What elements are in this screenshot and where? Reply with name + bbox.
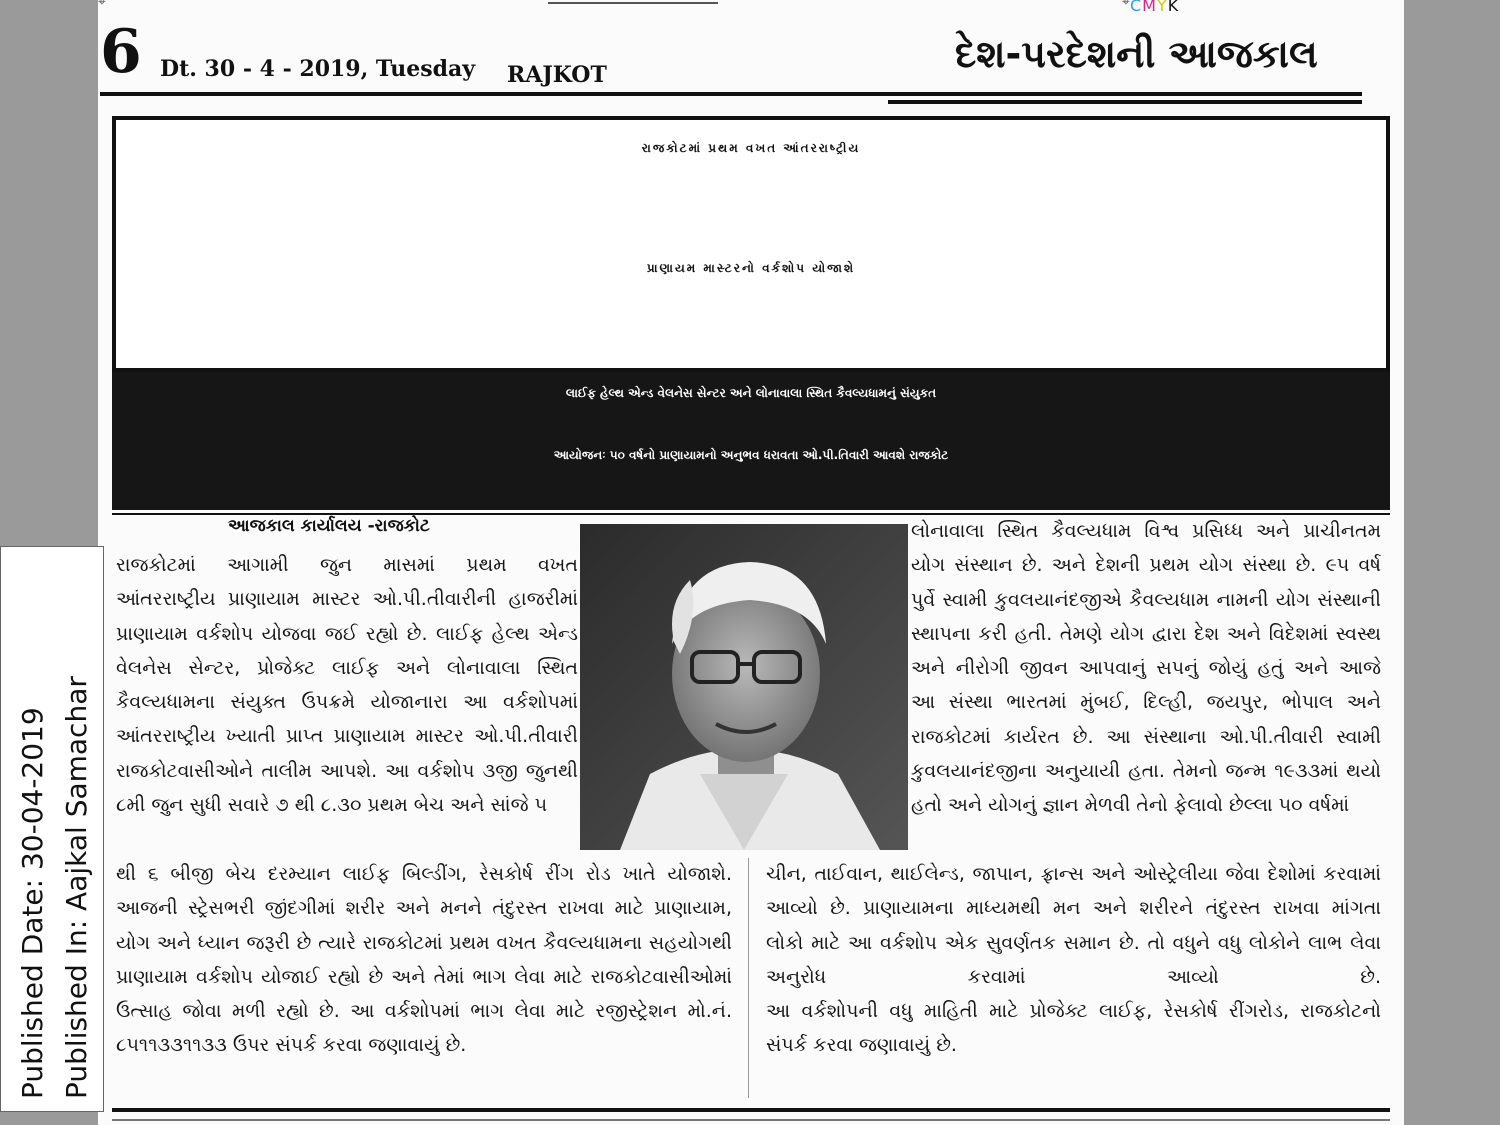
portrait-image (580, 524, 908, 850)
cmyk-c: C (1130, 0, 1143, 15)
subheadline-box (112, 372, 1390, 510)
article-text-line: અને નીરોગી જીવન આપવાનું સપનું જોયું હતું અને આજે (911, 657, 1381, 680)
article-text-line: લોકો માટે આ વર્કશોપ એક સુવર્ણતક સમાન છે. તો વધુને વધુ લોકોને લાભ લેવા (766, 931, 1381, 954)
cmyk-y: Y (1156, 0, 1168, 15)
article-text-line: યોગ અને ધ્યાન જરૂરી છે ત્યારે રાજકોટમાં પ્રથમ વખત કૈવલ્યધામના સહયોગથી (116, 931, 732, 954)
issue-date: Dt. 30 - 4 - 2019, Tuesday (160, 56, 476, 82)
headline-line-2: પ્રાણાયમ માસ્ટરનો વર્કશોપ યોજાશે (646, 261, 856, 275)
bottom-rule (112, 1108, 1390, 1112)
bottom-rule-thin (112, 1119, 1390, 1121)
portrait-photo (580, 524, 908, 850)
article-text-line: રાજકોટવાસીઓને તાલીમ આપશે. આ વર્કશોપ ૩જી જુનથી (116, 759, 578, 782)
cmyk-m: M (1142, 0, 1157, 15)
article-text-line: આંતરરાષ્ટ્રીય પ્રાણાયામ માસ્ટર ઓ.પી.તીવારીની હાજરીમાં (116, 588, 578, 611)
article-text-line: આવ્યો છે. પ્રાણાયામના માધ્યમથી મન અને શરીરને તંદુરસ્ત રાખવા માંગતા (766, 897, 1381, 920)
article-text-line: કુવલયાનંદજીના અનુયાયી હતા. તેમનો જન્મ ૧૯૩૩માં થયો (911, 760, 1381, 783)
section-title: દેશ-પરદેશની આજકાલ (955, 32, 1318, 76)
article-text-line: રાજકોટમાં આગામી જુન માસમાં પ્રથમ વખત (116, 554, 578, 576)
top-crop-line (548, 2, 718, 4)
article-column-left-top (116, 548, 578, 822)
article-text-line: ૮મી જુન સુધી સવારે ૭ થી ૮.૩૦ પ્રથમ બેચ અને સાંજે ૫ (116, 794, 548, 817)
article-text-line: સ્થાપના કરી હતી. તેમણે યોગ દ્વારા દેશ અને વિદેશમાં સ્વસ્થ (911, 622, 1381, 645)
published-date: Published Date: 30-04-2019 (16, 707, 49, 1099)
article-text-line: સંપર્ક કરવા જણાવાયું છે. (766, 1034, 957, 1057)
section-underline (888, 100, 1362, 104)
article-column-left-bottom (116, 857, 732, 1063)
article-text-line: ચીન, તાઈવાન, થાઈલેન્ડ, જાપાન, ફ્રાન્સ અને ઓસ્ટ્રેલીયા જેવા દેશોમાં કરવામાં (766, 863, 1381, 885)
subheadline-line-2: આયોજનઃ ૫૦ વર્ષનો પ્રાણાયામનો અનુભવ ધરાવતા ઓ.પી.તિવારી આવશે રાજકોટ (553, 448, 949, 462)
registration-mark-icon: ⌖ (1122, 0, 1130, 10)
edition-city: RAJKOT (507, 62, 607, 88)
article-text-line: પ્રાણાયામ વર્કશોપ યોજાઈ રહ્યો છે અને તેમાં ભાગ લેવા માટે રાજકોટવાસીઓમાં (116, 965, 732, 988)
cmyk-color-bar (1130, 0, 1179, 15)
article-column-right-bottom (766, 857, 1381, 1063)
cmyk-k: K (1167, 0, 1180, 15)
article-text-line: કૈવલ્યધામના સંયુક્ત ઉપક્રમે યોજાનારા આ વર્કશોપમાં (116, 691, 578, 714)
article-column-right-top (911, 514, 1381, 823)
subheadline-line-1: લાઈફ હેલ્થ એન્ડ વેલનેસ સેન્ટર અને લોનાવાલા સ્થિત કૈવલ્યધામનું સંયુકત (565, 386, 937, 400)
publication-info (9, 559, 99, 1099)
right-margin-strip (1404, 0, 1500, 1125)
published-in: Published In: Aajkal Samachar (60, 676, 93, 1099)
article-text-line: આંતરરાષ્ટ્રીય ખ્યાતી પ્રાપ્ત પ્રાણાયામ માસ્ટર ઓ.પી.તીવારી (116, 725, 578, 748)
article-text-line: આ સંસ્થા ભારતમાં મુંબઈ, દિલ્હી, જયપુર, ભોપાલ અને (911, 691, 1381, 714)
publication-info-box (0, 546, 104, 1112)
article-text-line: લોનાવાલા સ્થિત કૈવલ્યધામ વિશ્વ પ્રસિધ્ધ અને પ્રાચીનતમ (911, 520, 1381, 542)
article-text-line: ઉત્સાહ જોવા મળી રહ્યો છે. આ વર્કશોપમાં ભાગ લેવા માટે રજીસ્ટ્રેશન મો.નં. (116, 1000, 732, 1023)
article-text-line: વેલનેસ સેન્ટર, પ્રોજેક્ટ લાઈફ અને લોનાવાલા સ્થિત (116, 656, 578, 679)
article-text-line: થી ૬ બીજી બેચ દરમ્યાન લાઈફ બિલ્ડીંગ, રેસકોર્ષ રીંગ રોડ ખાતે યોજાશે. (116, 863, 732, 885)
article-text-line: આ વર્કશોપની વધુ માહિતી માટે પ્રોજેક્ટ લાઈફ, રેસકોર્ષ રીંગરોડ, રાજકોટનો (766, 1000, 1381, 1023)
article-text-line: આજની સ્ટ્રેસભરી જીંદગીમાં શરીર અને મનને તંદુરસ્ત રાખવા માટે પ્રાણાયામ, (116, 897, 732, 920)
headline-line-1: રાજકોટમાં પ્રથમ વખત આંતરરાષ્ટ્રીય (641, 141, 861, 155)
column-divider (748, 858, 749, 1098)
registration-mark-icon: ⌖ (98, 0, 106, 10)
headline-box (112, 116, 1390, 372)
article-text-line: પુર્વે સ્વામી કુવલયાનંદજીએ કૈવલ્યધામ નામની યોગ સંસ્થાની (911, 588, 1381, 611)
page-number: 6 (100, 17, 142, 87)
article-text-line: પ્રાણાયામ વર્કશોપ યોજવા જઈ રહ્યો છે. લાઈફ હેલ્થ એન્ડ (116, 622, 578, 645)
article-text-line: ૮૫૧૧૩૩૧૧૩૩ ઉપર સંપર્ક કરવા જણાવાયું છે. (116, 1034, 467, 1057)
article-text-line: રાજકોટમાં કાર્યરત છે. આ સંસ્થાના ઓ.પી.તીવારી સ્વામી (911, 725, 1381, 748)
article-text-line: હતો અને યોગનું જ્ઞાન મેળવી તેનો ફેલાવો છેલ્લા ૫૦ વર્ષમાં (911, 794, 1350, 817)
masthead-rule (100, 92, 1362, 96)
article-text-line: યોગ સંસ્થાન છે. અને દેશની પ્રથમ યોગ સંસ્થા છે. ૯૫ વર્ષ (911, 554, 1381, 577)
article-text-line: અનુરોધ કરવામાં આવ્યો છે. (766, 965, 1381, 988)
article-byline: આજકાલ કાર્યાલય -રાજકોટ (228, 516, 430, 536)
